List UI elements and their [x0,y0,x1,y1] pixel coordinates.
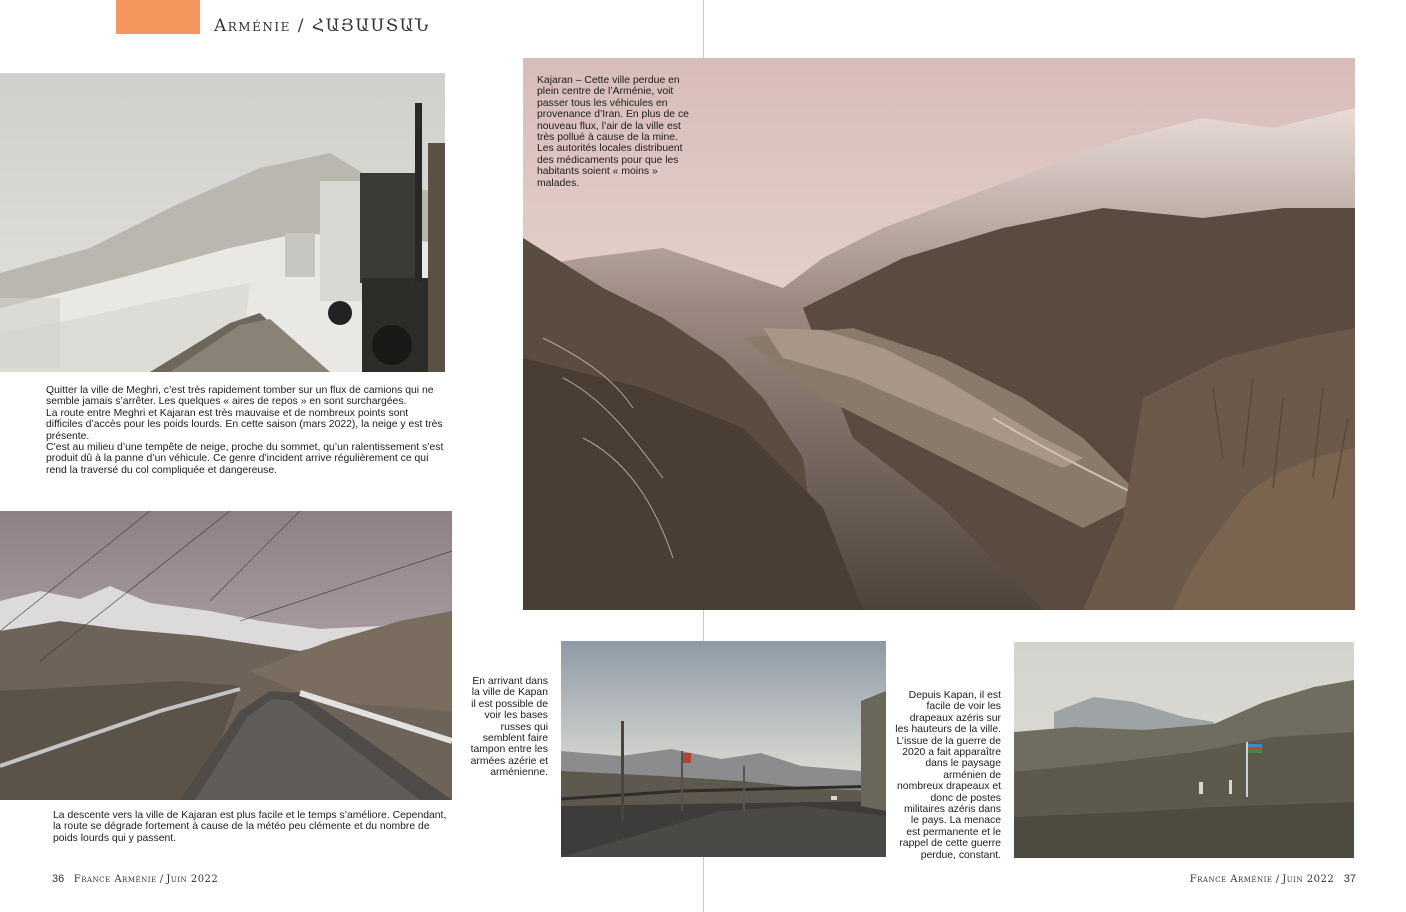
caption-azeri-flags: Depuis Kapan, il est facile de voir les drapeaux azéris sur les hauteurs de la ville. L’issue de la guerre de 2020 a fait apparaître dans le paysage arménien de nombreux drapeaux et donc de postes militaires azéris dans le pays. La menace est permanente et le rappel de cette guerre perdue, constant. [895,690,1001,861]
photo-snowy-road-trucks [0,73,445,372]
magazine-name-right: France Arménie [1189,874,1273,885]
folio-separator-left: / [159,874,164,885]
caption-kapan-russian-bases: En arrivant dans la ville de Kapan il est possible de voir les bases russes qui semblent faire tampon entre les armées azérie et arménienne. [470,676,548,779]
section-title: Arménie / ՀԱՅԱՍՏԱՆ [214,16,430,36]
footer-left-folio [52,873,218,885]
photo-hill-azeri-flag [1014,642,1354,858]
page-number-right: 37 [1343,873,1356,885]
section-color-tab [116,0,200,34]
footer-right-folio [1190,873,1356,885]
caption-meghri-trucks: Quitter la ville de Meghri, c’est très rapidement tomber sur un flux de camions qui ne semble jamais s’arrêter. Les quelques « aires de repos » en sont surchargées. La route entre Meghri et Kajaran est très mauvaise et de nombreux points sont difficiles d’accès pour les poids lourds. En cette saison (mars 2022), la neige y est très présente. C’est au milieu d’une tempête de neige, proche du sommet, qu’un ralentissement s’est produit dû à la panne d’un véhicule. Ce genre d’incident arrive régulièrement ce qui rend la traversé du col compliquée et dangereuse. [46,385,444,476]
issue-date-left: Juin 2022 [166,874,219,885]
photo-kapan-road-flags [561,641,886,857]
folio-separator-right: / [1275,874,1280,885]
caption-kajaran-city: Kajaran – Cette ville perdue en plein centre de l’Arménie, voit passer tous les véhicules en provenance d’Iran. En plus de ce nouveau flux, l’air de la ville est très pollué à cause de la mine. Les autorités locales distribuent des médicaments pour que les habitants soient « moins » malades. [537,75,689,189]
photo-mountain-road-descent [0,511,452,800]
caption-kajaran-descent: La descente vers la ville de Kajaran est plus facile et le temps s’améliore. Cependant, la route se dégrade fortement à cause de la météo peu clémente et du nombre de poids lourds qui y passent. [53,810,447,844]
issue-date-right: Juin 2022 [1282,874,1335,885]
page-number-left: 36 [52,873,65,885]
magazine-name-left: France Arménie [73,874,157,885]
